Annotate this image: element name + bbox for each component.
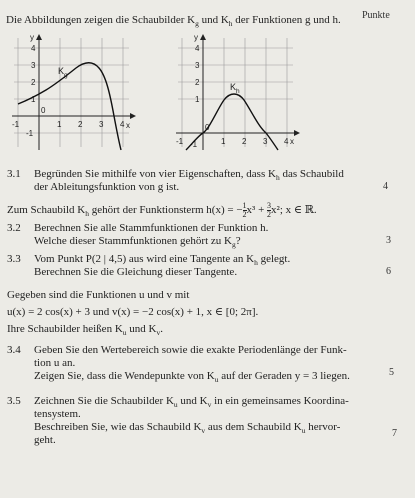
graph-h-curve-label: $K_h$ (230, 82, 240, 95)
graph-h-origin: 0 (205, 123, 210, 132)
graph-g (4, 32, 139, 154)
task-3-5-line4: geht. (34, 434, 56, 446)
functions-uv-definition: u(x) = 2 cos(x) + 3 und v(x) = −2 cos(x) + 1, x ∈ [0; 2π]. (7, 306, 259, 318)
task-3-2-line1: Berechnen Sie alle Stammfunktionen der Funktion h. (34, 222, 269, 234)
task-3-4-points: 5 (389, 367, 394, 378)
task-3-5-line2: tensystem. (34, 408, 81, 420)
task-3-4-line1: Geben Sie den Wertebereich sowie die exakte Periodenlänge der Funk- (34, 344, 347, 356)
graph-g-ytick: 2 (31, 78, 36, 87)
graph-h-xtick: 1 (221, 137, 226, 146)
graph-g-x-arrow (130, 113, 136, 119)
task-3-5-line3: Beschreiben Sie, wie das Schaubild $K_v$ aus dem Schaubild $K_u$ hervor- (34, 421, 341, 436)
task-3-1-points: 4 (383, 181, 388, 192)
graph-g-ytick: 1 (31, 95, 36, 104)
task-3-5-number: 3.5 (7, 395, 21, 407)
graph-g-curve (18, 63, 121, 150)
task-3-4-line3: Zeigen Sie, dass die Wendepunkte von $K_u$ auf der Geraden y = 3 liegen. (34, 370, 350, 385)
graph-g-xtick: 4 (120, 120, 125, 129)
function-h-definition: Zum Schaubild $K_h$ gehört der Funktionsterm h(x) = − $\frac{1}{2}$ x³ + $\frac{3}{2}$ x²; x ∈ ℝ. (7, 201, 317, 219)
graph-g-xtick: 2 (78, 120, 83, 129)
intro-text: Die Abbildungen zeigen die Schaubilder $K_g$ und $K_h$ der Funktionen g und h. (6, 14, 341, 29)
graph-g-y-label: y (30, 33, 34, 42)
graph-h-y-arrow (200, 34, 206, 40)
graph-h-ytick: 1 (195, 95, 200, 104)
functions-uv-names: Ihre Schaubilder heißen $K_u$ und $K_v$. (7, 323, 163, 338)
task-3-3-line2: Berechnen Sie die Gleichung dieser Tangente. (34, 266, 238, 278)
graph-g-origin: 0 (41, 106, 46, 115)
task-3-2-line2: Welche dieser Stammfunktionen gehört zu $K_g$? (34, 235, 241, 250)
graph-h-xtick: 3 (263, 137, 268, 146)
task-3-3-number: 3.3 (7, 253, 21, 265)
graph-h (168, 32, 303, 154)
task-3-2-number: 3.2 (7, 222, 21, 234)
graph-g-xtick: 1 (57, 120, 62, 129)
graph-g-x-label: x (126, 121, 130, 130)
punkte-header: Punkte (362, 10, 390, 21)
task-3-4-number: 3.4 (7, 344, 21, 356)
graph-h-x-arrow (294, 130, 300, 136)
graph-h-x-label: x (290, 137, 294, 146)
graph-g-xtick: -1 (12, 120, 20, 129)
graph-h-xtick: -1 (176, 137, 184, 146)
task-3-4-line2: tion u an. (34, 357, 76, 369)
task-3-1-line2: der Ableitungsfunktion von g ist. (34, 181, 180, 193)
task-3-5-line1: Zeichnen Sie die Schaubilder $K_u$ und $K_v$ in ein gemeinsames Koordina- (34, 395, 349, 410)
graph-g-ytick: -1 (26, 129, 34, 138)
graph-h-ytick: 4 (195, 44, 200, 53)
graph-h-xtick: 4 (284, 137, 289, 146)
graph-h-xtick: 2 (242, 137, 247, 146)
graph-h-ytick: 3 (195, 61, 200, 70)
graph-g-ytick: 4 (31, 44, 36, 53)
graph-g-ytick: 3 (31, 61, 36, 70)
graph-g-xtick: 3 (99, 120, 104, 129)
task-3-1-number: 3.1 (7, 168, 21, 180)
graph-h-y-label: y (194, 33, 198, 42)
graph-g-curve-label: $K_g$ (58, 66, 68, 79)
graph-h-ytick: -1 (190, 140, 198, 149)
task-3-5-points: 7 (392, 428, 397, 439)
task-3-3-points: 6 (386, 266, 391, 277)
functions-uv-intro: Gegeben sind die Funktionen u und v mit (7, 289, 190, 301)
graph-h-ytick: 2 (195, 78, 200, 87)
task-3-2-points: 3 (386, 235, 391, 246)
task-3-1-line1: Begründen Sie mithilfe von vier Eigenschaften, dass $K_h$ das Schaubild (34, 168, 344, 183)
task-3-3-line1: Vom Punkt P(2 | 4,5) aus wird eine Tangente an $K_h$ gelegt. (34, 253, 291, 268)
graph-g-y-arrow (36, 34, 42, 40)
